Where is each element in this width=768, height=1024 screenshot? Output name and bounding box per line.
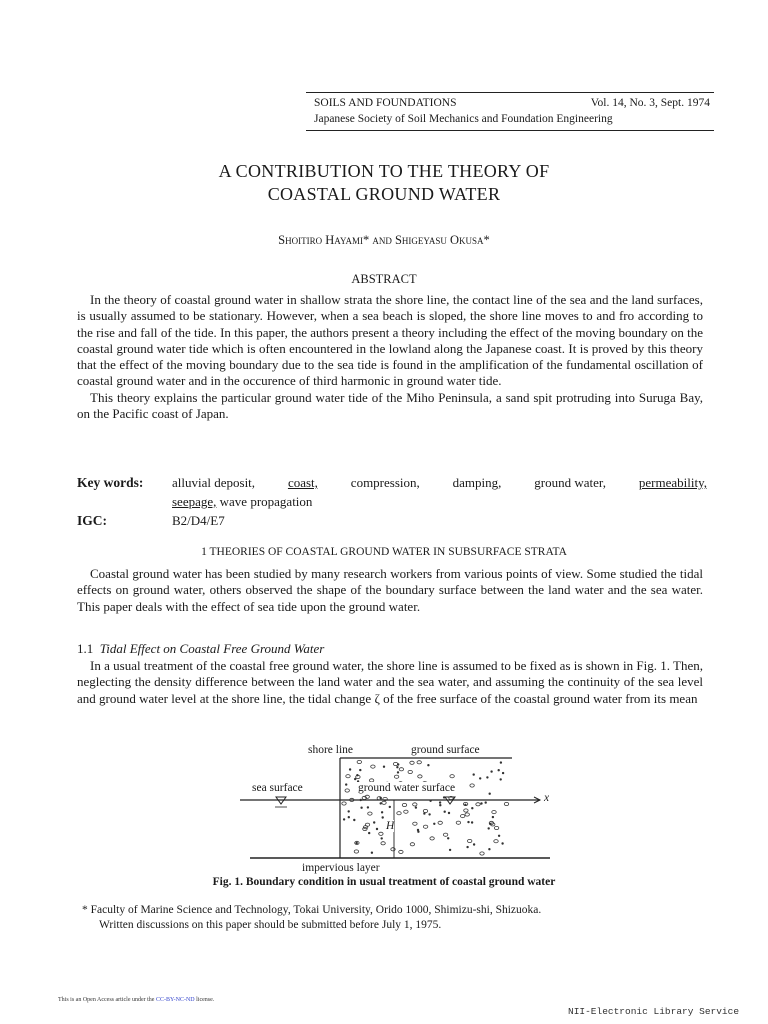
label-h: H bbox=[386, 820, 395, 832]
igc-label: IGC: bbox=[77, 513, 107, 528]
soil-particle bbox=[468, 839, 472, 842]
soil-particles bbox=[342, 760, 509, 855]
soil-particle bbox=[489, 848, 491, 850]
soil-particle bbox=[428, 764, 430, 766]
soil-particle bbox=[464, 809, 468, 812]
soil-particle bbox=[360, 799, 362, 801]
soil-particle bbox=[472, 807, 474, 809]
soil-particle bbox=[470, 784, 474, 787]
footnote-affiliation: * Faculty of Marine Science and Technology, Tokai University, Orido 1000, Shimizu-shi, Shizuoka. bbox=[82, 904, 542, 916]
subsection-title: Tidal Effect on Coastal Free Ground Water bbox=[99, 641, 325, 656]
society-name: Japanese Society of Soil Mechanics and Foundation Engineering bbox=[314, 113, 613, 125]
label-ground-surface: ground surface bbox=[411, 744, 480, 756]
soil-particle bbox=[418, 831, 420, 833]
abstract-body bbox=[77, 292, 703, 422]
section-1-body bbox=[77, 566, 703, 615]
figure-1-diagram bbox=[240, 740, 570, 880]
soil-particle bbox=[381, 842, 385, 845]
soil-particle bbox=[371, 765, 375, 768]
soil-particle bbox=[360, 769, 362, 771]
subsection-body bbox=[77, 658, 703, 707]
soil-particle bbox=[494, 826, 498, 829]
soil-particle bbox=[500, 762, 502, 764]
soil-particle bbox=[348, 811, 350, 813]
soil-particle bbox=[345, 789, 349, 792]
soil-particle bbox=[399, 850, 403, 853]
soil-particle bbox=[473, 844, 475, 846]
soil-particle bbox=[480, 852, 484, 855]
soil-particle bbox=[444, 811, 446, 813]
open-access-notice bbox=[58, 997, 214, 1003]
soil-particle bbox=[418, 775, 422, 778]
keyword: seepage, bbox=[172, 494, 217, 509]
soil-particle bbox=[402, 803, 406, 806]
soil-particle bbox=[346, 775, 350, 778]
soil-particle bbox=[345, 784, 347, 786]
soil-particle bbox=[439, 802, 441, 804]
soil-particle bbox=[361, 807, 363, 809]
soil-particle bbox=[348, 816, 350, 818]
soil-particle bbox=[449, 849, 451, 851]
soil-particle bbox=[410, 761, 414, 764]
label-shore-line: shore line bbox=[308, 744, 354, 756]
soil-particle bbox=[434, 823, 436, 825]
soil-particle bbox=[382, 801, 386, 804]
soil-particle bbox=[399, 768, 403, 771]
keyword: coast, bbox=[287, 475, 318, 490]
soil-particle bbox=[438, 821, 442, 824]
soil-particle bbox=[492, 811, 496, 814]
figure-1 bbox=[240, 740, 570, 880]
soil-particle bbox=[456, 821, 460, 824]
soil-particle bbox=[494, 840, 498, 843]
abstract-paragraph-2: This theory explains the particular ground water tide of the Miho Peninsula, a sand spit protruding into Suruga Bay, on the Pacific coast of Japan. bbox=[77, 389, 703, 422]
soil-particle bbox=[381, 838, 383, 840]
keyword: ground water, bbox=[534, 475, 606, 490]
soil-particle bbox=[489, 823, 491, 825]
soil-particle bbox=[381, 812, 383, 814]
journal-header bbox=[306, 92, 714, 131]
soil-particle bbox=[489, 793, 491, 795]
soil-particle bbox=[373, 822, 375, 824]
soil-particle bbox=[354, 819, 356, 821]
soil-particle bbox=[408, 770, 412, 773]
soil-particle bbox=[473, 774, 475, 776]
soil-particle bbox=[481, 803, 483, 805]
keyword: damping, bbox=[452, 475, 502, 490]
label-x: x bbox=[544, 792, 550, 804]
authors: Shoitiro Hayami* and Shigeyasu Okusa* bbox=[278, 233, 490, 247]
soil-particle bbox=[380, 797, 382, 799]
soil-particle bbox=[498, 835, 500, 837]
section-1-paragraph: Coastal ground water has been studied by many research workers from various points of view. Some studied the tidal effects on ground water, others observed the shape of the boundary surface between the land water and the sea water. This paper deals with the effect of sea tide upon the ground water. bbox=[77, 566, 703, 614]
soil-particle bbox=[415, 807, 417, 809]
subsection-heading bbox=[77, 641, 324, 657]
soil-particle bbox=[448, 812, 450, 814]
nii-watermark: NII-Electronic Library Service bbox=[568, 1006, 740, 1017]
soil-particle bbox=[465, 804, 467, 806]
soil-particle bbox=[356, 842, 358, 844]
soil-particle bbox=[354, 778, 356, 780]
subsection-paragraph: In a usual treatment of the coastal free ground water, the shore line is assumed to be fixed as is shown in Fig. 1. Then, neglecting the density difference between the land water and the sea water, and assuming the continuity of the sea level and ground water level at the shore line, the tidal change ζ of the free surface of the coastal ground water from its mean bbox=[77, 658, 703, 706]
keyword: wave propagation bbox=[219, 494, 313, 509]
soil-particle bbox=[498, 769, 500, 771]
soil-particle bbox=[404, 810, 408, 813]
keywords-block bbox=[77, 473, 707, 530]
soil-particle bbox=[461, 815, 465, 818]
abstract-heading: ABSTRACT bbox=[351, 272, 417, 286]
journal-volume: Vol. 14, No. 3, Sept. 1974 bbox=[590, 97, 710, 109]
soil-particle bbox=[383, 766, 385, 768]
soil-particle bbox=[430, 800, 432, 802]
soil-particle bbox=[500, 779, 502, 781]
soil-particle bbox=[349, 769, 351, 771]
soil-particle bbox=[487, 777, 489, 779]
soil-particle bbox=[376, 828, 378, 830]
soil-particle bbox=[423, 825, 427, 828]
soil-particle bbox=[394, 775, 398, 778]
label-sea-surface: sea surface bbox=[252, 782, 303, 794]
soil-particle bbox=[397, 764, 399, 766]
soil-particle bbox=[450, 775, 454, 778]
soil-particle bbox=[465, 813, 469, 816]
soil-particle bbox=[343, 819, 345, 821]
soil-particle bbox=[417, 761, 421, 764]
soil-particle bbox=[371, 852, 373, 854]
soil-particle bbox=[479, 778, 481, 780]
soil-particle bbox=[476, 803, 480, 806]
soil-particle bbox=[382, 817, 384, 819]
soil-particle bbox=[410, 843, 414, 846]
open-access-suffix: license. bbox=[196, 997, 215, 1003]
soil-particle bbox=[368, 812, 372, 815]
soil-particle bbox=[502, 843, 504, 845]
soil-particle bbox=[413, 822, 417, 825]
soil-particle bbox=[413, 803, 417, 806]
soil-particle bbox=[440, 804, 442, 806]
soil-particle bbox=[423, 809, 427, 812]
label-ground-water-surface: ground water surface bbox=[358, 782, 456, 794]
keyword: permeability, bbox=[638, 475, 707, 490]
soil-particle bbox=[467, 846, 469, 848]
label-impervious-layer: impervious layer bbox=[302, 862, 380, 874]
soil-particle bbox=[502, 772, 504, 774]
soil-particle bbox=[342, 802, 346, 805]
soil-particle bbox=[443, 833, 447, 836]
soil-particle bbox=[357, 774, 359, 776]
abstract-paragraph-1: In the theory of coastal ground water in shallow strata the shore line, the contact line of the sea and the land surfaces, is usually assumed to be stationary. However, when a sea beach is sloped, the shore line moves to and fro according to the rise and fall of the tide. In this paper, the authors present a theory including the effect of the moving boundary on the coastal ground water tide which is often encountered in the lowland along the Japanese coast. It is proved by this theory that the effect of the moving boundary due to the sea tide is found in the amplification of the fundamental oscillation of coastal ground water and in the occurence of third harmonic in ground water tide. bbox=[77, 292, 703, 389]
soil-particle bbox=[368, 832, 370, 834]
soil-particle bbox=[357, 760, 361, 763]
soil-particle bbox=[443, 797, 445, 799]
soil-particle bbox=[430, 837, 434, 840]
soil-particle bbox=[491, 771, 493, 773]
footnote-discussion: Written discussions on this paper should be submitted before July 1, 1975. bbox=[99, 919, 442, 931]
soil-particle bbox=[468, 821, 470, 823]
soil-particle bbox=[379, 832, 383, 835]
open-access-text: This is an Open Access article under the bbox=[58, 997, 155, 1003]
soil-particle bbox=[485, 802, 487, 804]
section-heading: 1 THEORIES OF COASTAL GROUND WATER IN SUBSURFACE STRATA bbox=[201, 546, 567, 558]
title-line-2: COASTAL GROUND WATER bbox=[267, 184, 501, 204]
keyword: compression, bbox=[350, 475, 420, 490]
footnote bbox=[82, 903, 702, 933]
soil-particle bbox=[397, 812, 401, 815]
soil-particle bbox=[397, 766, 399, 768]
soil-particle bbox=[471, 822, 473, 824]
keywords-label: Key words: bbox=[77, 475, 144, 490]
keyword: alluvial deposit, bbox=[172, 475, 256, 490]
paper-title bbox=[0, 160, 768, 206]
subsection-number: 1.1 bbox=[77, 641, 94, 656]
soil-particle bbox=[397, 772, 399, 774]
soil-particle bbox=[354, 850, 358, 853]
figure-caption: Fig. 1. Boundary condition in usual treatment of coastal ground water bbox=[212, 876, 556, 888]
soil-particle bbox=[424, 813, 426, 815]
soil-particle bbox=[380, 803, 382, 805]
license-link[interactable]: CC-BY-NC-ND bbox=[155, 997, 195, 1003]
soil-particle bbox=[391, 848, 395, 851]
soil-particle bbox=[504, 802, 508, 805]
soil-particle bbox=[492, 816, 494, 818]
soil-particle bbox=[488, 828, 490, 830]
title-line-1: A CONTRIBUTION TO THE THEORY OF bbox=[218, 161, 550, 181]
soil-particle bbox=[447, 838, 449, 840]
journal-name: SOILS AND FOUNDATIONS bbox=[314, 97, 457, 109]
igc-value: B2/D4/E7 bbox=[172, 513, 225, 528]
soil-particle bbox=[429, 814, 431, 816]
soil-particle bbox=[389, 806, 391, 808]
soil-particle bbox=[367, 807, 369, 809]
